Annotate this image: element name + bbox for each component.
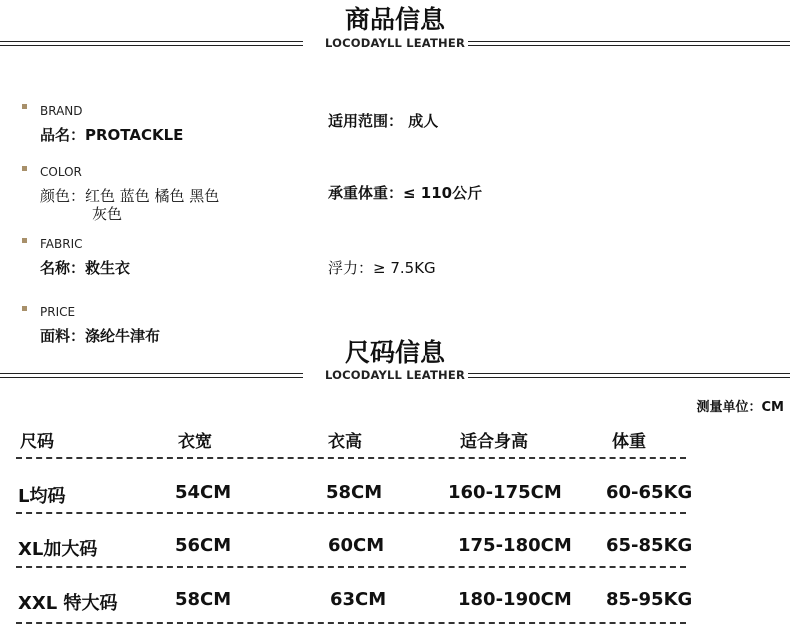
header-fit-height: 适合身高 bbox=[460, 432, 528, 452]
brand-name: LOCODAYLL LEATHER bbox=[324, 368, 465, 382]
buoyancy-value: 浮力：≥ 7.5KG bbox=[328, 259, 436, 277]
header-weight: 体重 bbox=[612, 432, 646, 452]
product-name-value: 品名：PROTACKLE bbox=[40, 126, 184, 144]
bullet-icon bbox=[22, 166, 27, 171]
divider bbox=[468, 373, 790, 378]
row-divider bbox=[16, 566, 686, 568]
brand-label: BRAND bbox=[40, 104, 83, 118]
max-weight-value: 承重体重：≤ 110公斤 bbox=[328, 184, 483, 202]
fabric-value: 面料：涤纶牛津布 bbox=[40, 327, 161, 345]
table-cell: 56CM bbox=[175, 535, 232, 556]
row-divider bbox=[16, 512, 686, 514]
header-height: 衣高 bbox=[328, 432, 362, 452]
header-width: 衣宽 bbox=[178, 432, 212, 452]
row-divider bbox=[16, 622, 686, 624]
bullet-icon bbox=[22, 104, 27, 109]
product-brand-line bbox=[0, 36, 790, 52]
fabric-label: FABRIC bbox=[40, 237, 83, 251]
bullet-icon bbox=[22, 306, 27, 311]
header-size: 尺码 bbox=[20, 432, 54, 452]
divider bbox=[0, 41, 303, 46]
table-cell: 54CM bbox=[175, 482, 232, 503]
table-cell: 60CM bbox=[328, 535, 385, 556]
divider bbox=[468, 41, 790, 46]
size-info-title: 尺码信息 bbox=[344, 338, 445, 367]
brand-name: LOCODAYLL LEATHER bbox=[324, 36, 465, 50]
table-cell: 58CM bbox=[175, 589, 232, 610]
divider bbox=[0, 373, 303, 378]
color-value: 颜色：红色 蓝色 橘色 黑色 bbox=[40, 187, 220, 205]
table-cell: 65-85KG bbox=[606, 535, 693, 556]
price-label: PRICE bbox=[40, 305, 76, 319]
usage-range-value: 适用范围： 成人 bbox=[328, 112, 439, 130]
table-cell: 160-175CM bbox=[448, 482, 562, 503]
item-name-value: 名称：救生衣 bbox=[40, 259, 131, 277]
size-brand-line bbox=[0, 368, 790, 384]
table-cell: XL加大码 bbox=[18, 539, 98, 560]
table-cell: L均码 bbox=[18, 486, 66, 507]
table-cell: 60-65KG bbox=[606, 482, 693, 503]
table-cell: 63CM bbox=[330, 589, 387, 610]
row-divider bbox=[16, 457, 686, 459]
table-cell: 175-180CM bbox=[458, 535, 572, 556]
bullet-icon bbox=[22, 238, 27, 243]
unit-note: 测量单位：CM bbox=[696, 400, 784, 415]
product-info-title: 商品信息 bbox=[344, 5, 445, 34]
color-label: COLOR bbox=[40, 165, 82, 179]
table-cell: 180-190CM bbox=[458, 589, 572, 610]
table-cell: 58CM bbox=[326, 482, 383, 503]
color-value-line2: 灰色 bbox=[92, 205, 123, 223]
table-cell: XXL 特大码 bbox=[18, 593, 118, 614]
table-cell: 85-95KG bbox=[606, 589, 693, 610]
